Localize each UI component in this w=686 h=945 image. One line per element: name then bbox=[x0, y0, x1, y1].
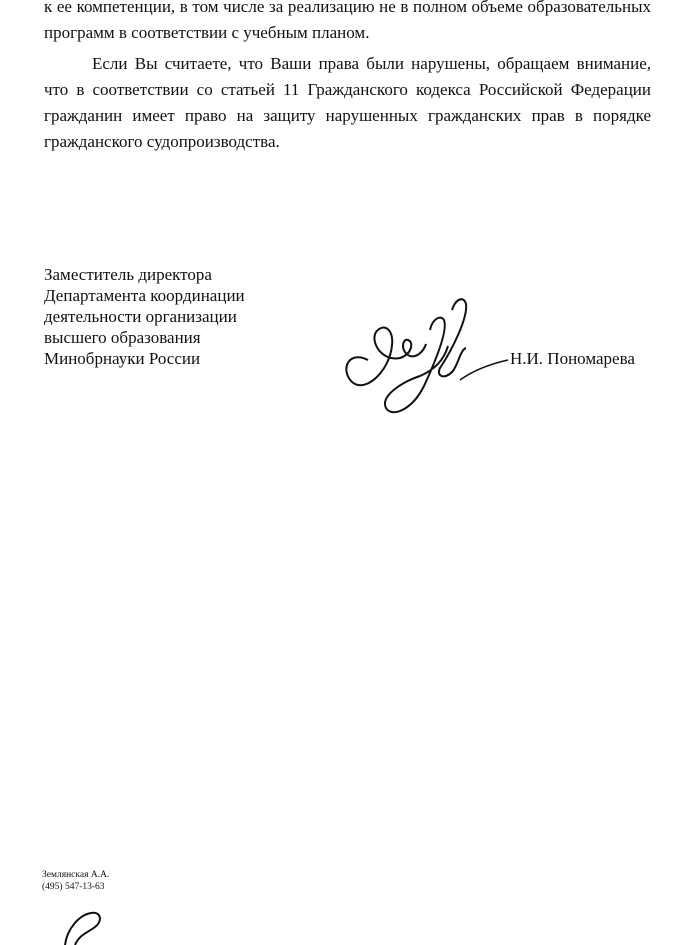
position-line-3: деятельности организации bbox=[44, 307, 237, 326]
position-line-5: Минобрнауки России bbox=[44, 349, 201, 368]
handwritten-mark bbox=[55, 905, 115, 945]
handwritten-signature bbox=[340, 290, 510, 425]
position-line-1: Заместитель директора bbox=[44, 265, 212, 284]
position-line-4: высшего образования bbox=[44, 328, 201, 347]
executor-info bbox=[42, 869, 109, 893]
executor-name: Землянская А.А. bbox=[42, 870, 110, 880]
signer-name: Н.И. Пономарева bbox=[510, 349, 635, 368]
letter-paragraph-2: Если Вы считаете, что Ваши права были нарушены, обращаем внимание, что в соответствии со статьей 11 Гражданского кодекса Российской Федерации гражданин имеет право на защиту нарушенных гражданских прав в порядке гражданского судопроизводства. bbox=[44, 54, 651, 151]
executor-phone: (495) 547-13-63 bbox=[42, 882, 105, 892]
signatory-position bbox=[44, 264, 245, 369]
position-line-2: Департамента координации bbox=[44, 286, 245, 305]
letter-paragraph-1: к ее компетенции, в том числе за реализацию не в полном объеме образовательных программ в соответствии с учебным планом. bbox=[44, 0, 651, 42]
